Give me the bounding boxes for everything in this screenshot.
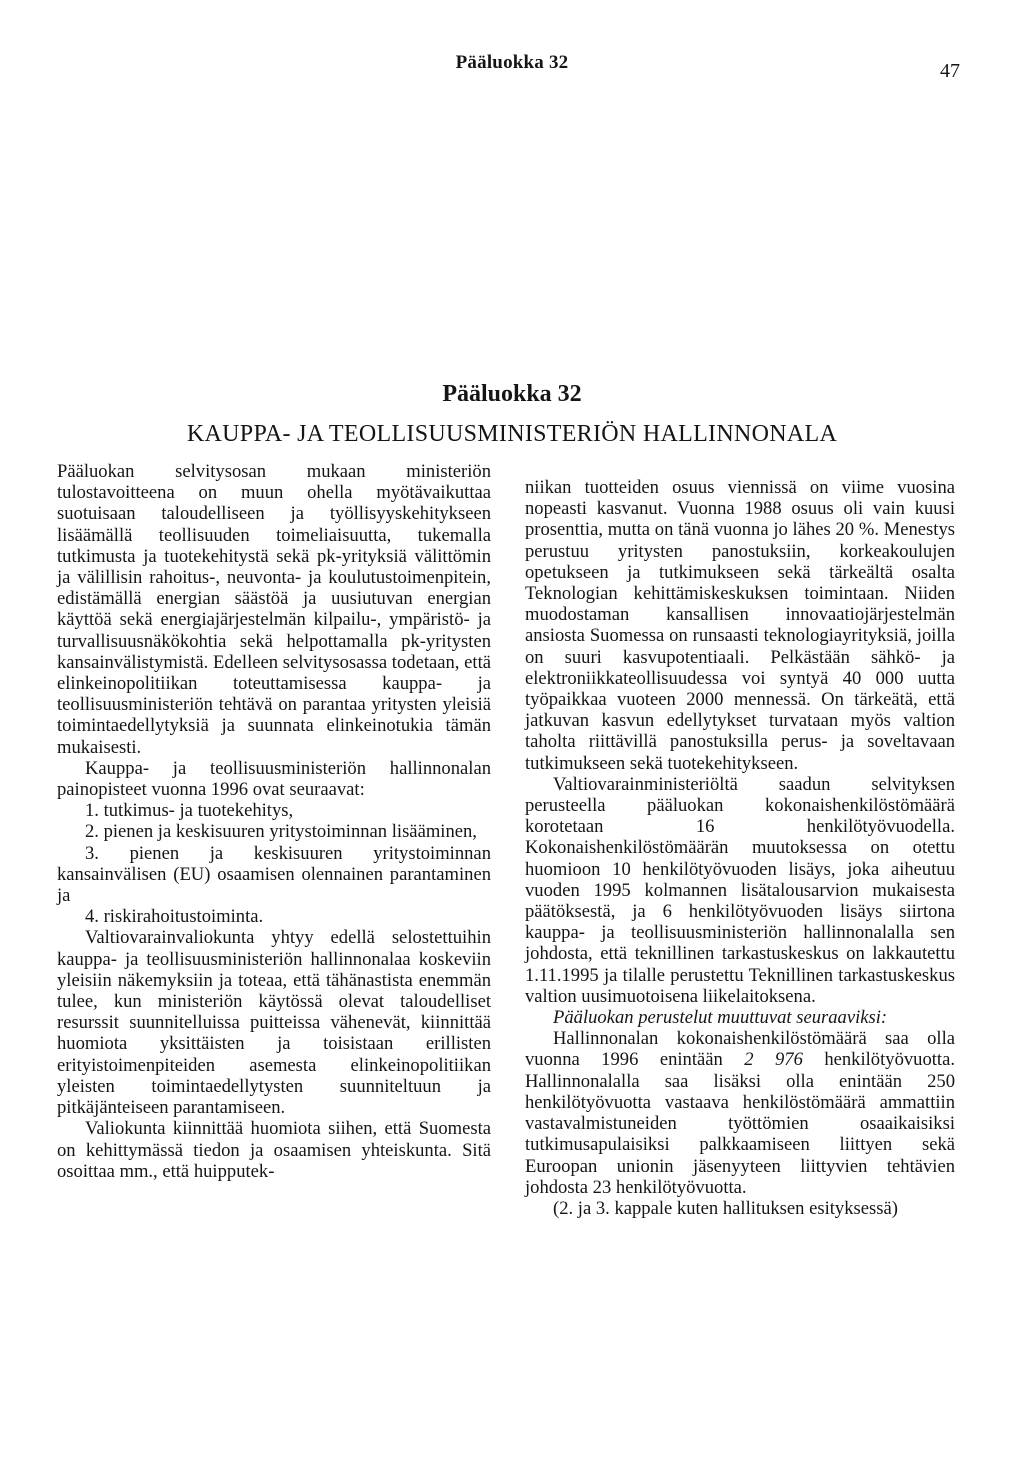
paragraph: (2. ja 3. kappale kuten hallituksen esityksessä) xyxy=(553,1197,898,1219)
paragraph: Valiokunta kiinnittää huomiota siihen, että Suomesta on kehittymässä tiedon ja osaamisen yhteiskunta. Sitä osoittaa mm., että huipputek- xyxy=(57,1118,491,1182)
paragraph: niikan tuotteiden osuus viennissä on viime vuosina nopeasti kasvanut. Vuonna 1988 osuus oli vain kuusi prosenttia, mutta on tänä vuonna jo lähes 20 %. Menestys perustuu yritysten panostuksiin, korkeakoulujen opetukseen ja tutkimukseen sekä tärkeältä osalta Teknologian kehittämiskeskuksen toimintaan. Niiden muodostaman kansallisen innovaatiojärjestelmän ansiosta Suomessa on runsaasti teknologiayrityksiä, joilla on suuri kasvupotentiaali. Pelkästään sähkö- ja elektroniikkateollisuudessa voi syntyä 40 000 uutta työpaikkaa vuoteen 2000 mennessä. On tärkeätä, että jatkuvan kasvun edellytykset turvataan myös valtion taholta riittävillä panostuksilla perus- ja soveltavaan tutkimukseen sekä tuotekehitykseen. xyxy=(525,477,955,774)
list-item: 2. pienen ja keskisuuren yritystoiminnan lisääminen, xyxy=(85,821,477,843)
paragraph-text: Hallinnonalan kokonaishenkilöstömäärä saa olla vuonna 1996 enintään xyxy=(525,1028,955,1071)
list-item: 4. riskirahoitustoiminta. xyxy=(85,906,264,928)
list-item: 1. tutkimus- ja tuotekehitys, xyxy=(85,800,294,822)
section-heading: Pääluokka 32 xyxy=(442,381,582,407)
section-title: KAUPPA- JA TEOLLISUUSMINISTERIÖN HALLINNONALA xyxy=(186,421,838,447)
right-column xyxy=(525,477,955,1219)
paragraph: Valtiovarainministeriöltä saadun selvityksen perusteella pääluokan kokonaishenkilöstömäärä korotetaan 16 henkilötyövuodella. Kokonaishenkilöstömäärän muutoksessa on otettu huomioon 10 henkilötyövuoden lisäys, joka aiheutuu vuoden 1995 kolmannen lisätalousarvion mukaisesta päätöksestä, ja 6 henkilötyövuoden lisäys siirtona kauppa- ja teollisuusministeriön hallinnonalalla sen johdosta, että teknillinen tarkastuskeskus on lakkautettu 1.11.1995 ja tilalle perustettu Teknillinen tarkastuskeskus valtion uusimuotoisena liikelaitoksena. xyxy=(525,773,955,1007)
list-item: 3. pienen ja keskisuuren yritystoiminnan kansainvälisen (EU) osaamisen olennainen parantaminen ja xyxy=(57,842,491,907)
page-number: 47 xyxy=(940,60,960,82)
italic-number: 2 976 xyxy=(744,1049,803,1071)
paragraph: Pääluokan selvitysosan mukaan ministeriön tulostavoitteena on muun ohella myötävaikuttaa suotuisaan taloudelliseen ja työllisyyskehitykseen lisäämällä teollisuuden toimeliaisuutta, tukemalla tutkimusta ja tuotekehitystä sekä pk-yrityksiä välittömin ja välillisin rahoitus-, neuvonta- ja koulutustoimenpitein, edistämällä energian säästöä ja uusiutuvan energian käyttöä sekä energiajärjestelmän kilpailu-, ympäristö- ja turvallisuusnäkökohtia sekä helpottamalla pk-yritysten kansainvälistymistä. Edelleen selvitysosassa todetaan, että elinkeinopolitiikan toteuttamisessa kauppa- ja teollisuusministeriön tehtävä on parantaa yritysten yleisiä toimintaedellytyksiä ja suunnata elinkeinotukia tämän mukaisesti. xyxy=(57,461,491,758)
subheading: Pääluokan perustelut muuttuvat seuraaviksi: xyxy=(553,1007,888,1029)
running-header: Pääluokka 32 xyxy=(455,52,569,73)
paragraph: Valtiovarainvaliokunta yhtyy edellä selostettuihin kauppa- ja teollisuusministeriön hallinnonalaa koskeviin yleisiin näkemyksiin ja toteaa, että tähänastista enemmän tulee, kun ministeriön käytössä olevat taloudelliset resurssit suunnitelluissa puitteissa vähenevät, kiinnittää huomiota yksittäisten ja toisistaan erillisten erityistoimenpiteiden asemesta elinkeinopolitiikan yleisten toimintaedellytysten suunniteltuun ja pitkäjänteiseen parantamiseen. xyxy=(57,927,491,1119)
paragraph-text: henkilötyövuotta. Hallinnonalalla saa lisäksi olla enintään 250 henkilötyövuotta vastaava henkilöstömäärä ammattiin vastavalmistuneiden työttömien osaaikaisiksi tutkimusapulaisiksi palkkaamiseen liittyen sekä Euroopan unionin jäsenyyteen liittyvien tehtävien johdosta 23 henkilötyövuotta. xyxy=(525,1049,955,1198)
paragraph xyxy=(525,1028,955,1198)
left-column xyxy=(57,461,491,1182)
paragraph: Kauppa- ja teollisuusministeriön hallinnonalan painopisteet vuonna 1996 ovat seuraavat: xyxy=(57,757,491,801)
